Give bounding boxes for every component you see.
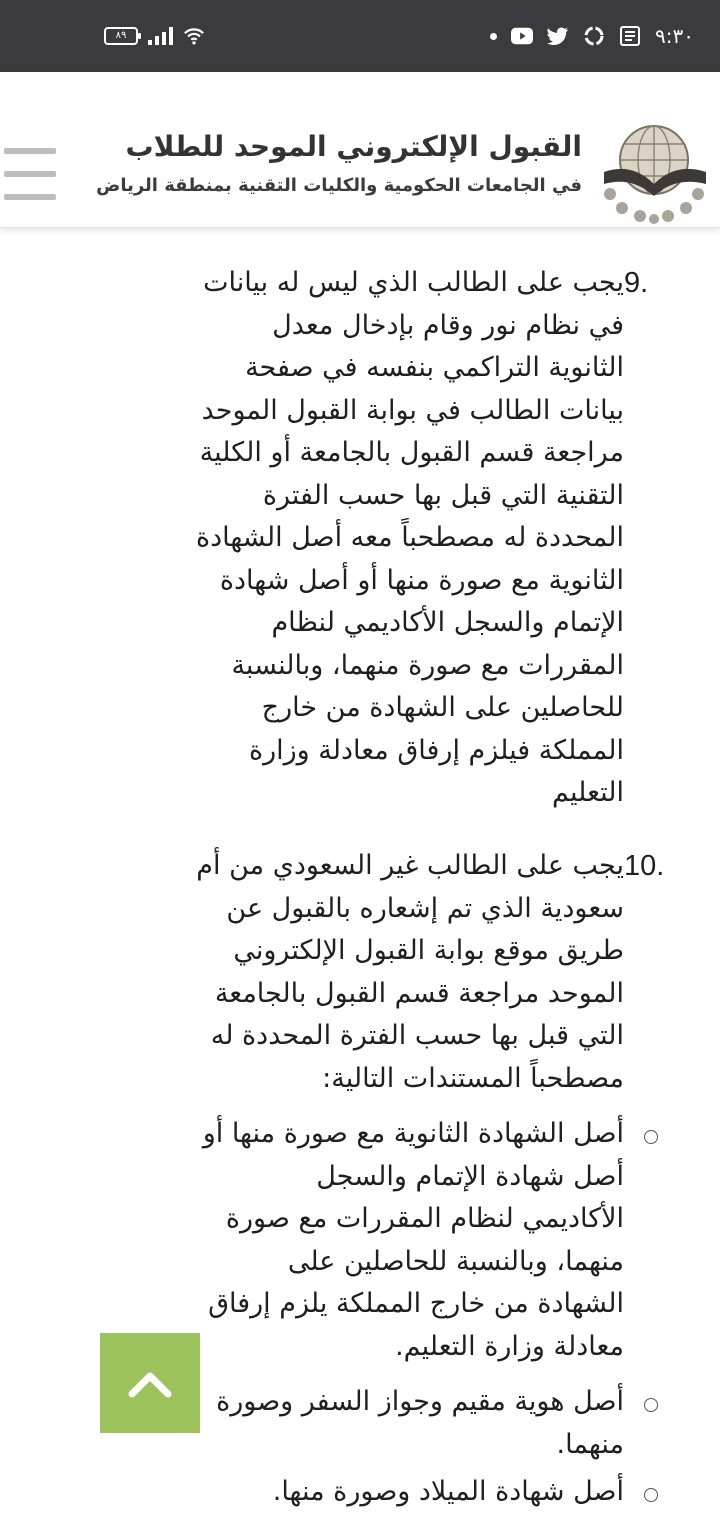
status-left [104,25,205,47]
list-item-line: الإتمام والسجل الأكاديمي لنظام [271,607,624,638]
list-item-line: التقنية التي قبل بها حسب الفترة [262,479,624,511]
notification-dot-icon [490,33,497,40]
list-item [164,845,624,1100]
twitter-icon [547,25,569,47]
back-to-top-button[interactable] [100,1333,200,1433]
bullet-line: الأكاديمي لنظام المقررات مع صورة [225,1203,624,1234]
wifi-icon [183,25,205,47]
bullet-item [164,1113,624,1368]
header-title: القبول الإلكتروني الموحد للطلاب [125,130,582,163]
list-item-line: المحددة له مصطحباً معه أصل الشهادة [195,522,624,553]
list-item-line: المملكة فيلزم إرفاق معادلة وزارة [248,734,624,766]
bullet-line: الشهادة من خارج المملكة يلزم إرفاق [208,1288,624,1319]
signal-icon [148,27,173,45]
status-right [490,24,694,48]
list-number: 10. [624,850,665,882]
battery-level: ٨٩ [115,30,127,41]
list-item-line: الموحد مراجعة قسم القبول بالجامعة [214,977,624,1009]
hamburger-icon[interactable] [4,148,56,200]
list-item-line: مصطحباً المستندات التالية: [322,1062,624,1094]
bullet-line: منهما. [556,1428,624,1460]
bullet-line: أصل الشهادة الثانوية مع صورة منها أو [202,1118,624,1149]
list-item-line: للحاصلين على الشهادة من خارج [261,692,624,723]
list-item-line: التعليم [552,777,624,808]
youtube-icon [511,25,533,47]
list-item-line: سعودية الذي تم إشعاره بالقبول عن [226,892,624,924]
bullet-circle-icon [644,1488,658,1502]
bullet-line: منهما، وبالنسبة للحاصلين على [287,1245,624,1277]
list-item [164,262,624,815]
list-item-line: بيانات الطالب في بوابة القبول الموحد [201,394,624,426]
chevron-up-icon [126,1368,174,1398]
list-item-line: الثانوية التراكمي بنفسه في صفحة [245,352,624,383]
header-subtitle: في الجامعات الحكومية والكليات التقنية بمنطقة الرياض [96,175,582,196]
bullet-circle-icon [644,1130,658,1144]
bullet-circle-icon [644,1398,658,1412]
sync-icon [583,25,605,47]
list-item-line: يجب على الطالب غير السعودي من أم [196,850,624,881]
status-bar [0,0,720,72]
bullet-item [164,1381,624,1466]
bullet-line: أصل شهادة الميلاد وصورة منها. [272,1476,624,1507]
clock: ٩:٣٠ [655,24,694,48]
list-item-line: طريق موقع بوابة القبول الإلكتروني [233,935,624,966]
bullet-line: أصل شهادة الإتمام والسجل [316,1160,624,1192]
site-header [0,72,720,228]
bullet-line: أصل هوية مقيم وجواز السفر وصورة [216,1386,624,1417]
list-item-line: يجب على الطالب الذي ليس له بيانات [203,267,624,298]
list-item-line: في نظام نور وقام بإدخال معدل [272,309,624,341]
bullet-line: معادلة وزارة التعليم. [395,1330,624,1362]
globe-book-logo-icon[interactable] [596,122,714,226]
article-content [0,228,720,1513]
list-item-line: مراجعة قسم القبول بالجامعة أو الكلية [199,437,624,468]
list-item-line: الثانوية مع صورة منها أو أصل شهادة [219,564,624,596]
bullet-item [164,1471,624,1513]
list-item-line: التي قبل بها حسب الفترة المحددة له [210,1020,624,1051]
battery-icon [104,27,138,45]
list-number: 9. [624,267,649,299]
list-item-line: المقررات مع صورة منهما، وبالنسبة [231,649,624,681]
news-icon [619,25,641,47]
